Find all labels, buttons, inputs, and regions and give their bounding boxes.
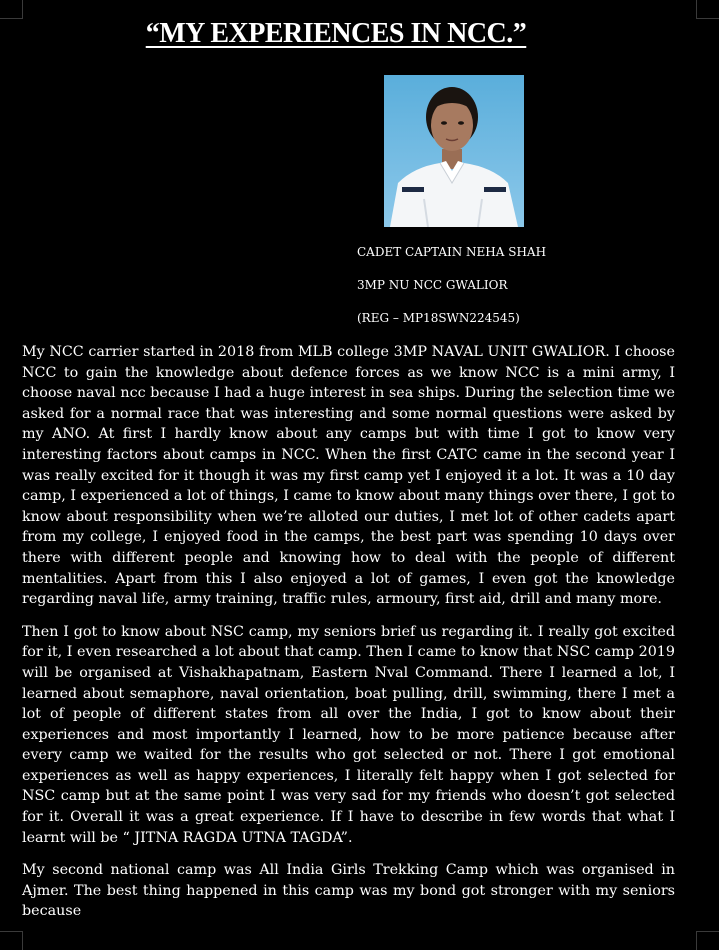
essay-body [22, 342, 675, 934]
crop-mark-top-right [696, 0, 719, 19]
crop-mark-bottom-left [0, 931, 23, 950]
paragraph-3: My second national camp was All India Girls Trekking Camp which was organised in Ajmer. The best thing happened in this camp was my bond got stronger with my seniors because [22, 862, 675, 920]
portrait-photo-icon [384, 75, 524, 227]
cadet-info-block [357, 244, 546, 343]
crop-mark-bottom-right [696, 931, 719, 950]
crop-mark-top-left [0, 0, 23, 19]
cadet-name: CADET CAPTAIN NEHA SHAH [357, 245, 547, 259]
paragraph-1: My NCC carrier started in 2018 from MLB college 3MP NAVAL UNIT GWALIOR. I choose NCC to gain the knowledge about defence forces as we know NCC is a mini army, I choose naval ncc because I had a huge interest in sea ships. During the selection time we asked for a normal race that was interesting and some normal questions were asked by my ANO. At first I hardly know about any camps but with time I got to know very interesting factors about camps in NCC. When the first CATC came in the second year I was really excited for it though it was my first camp yet I enjoyed it a lot. It was a 10 day camp, I experienced a lot of things, I came to know about many things over there, I got to know about responsibility when we’re alloted our duties, I met lot of other cadets apart from my college, I enjoyed food in the camps, the best part was spending 10 days over there with different people and knowing how to deal with the people of different mentalities. Apart from this I also enjoyed a lot of games, I even got the knowledge regarding naval life, army training, traffic rules, armoury, first aid, drill and many more. [22, 344, 676, 608]
page-title: “MY EXPERIENCES IN NCC.” [145, 18, 527, 49]
portrait-photo [384, 75, 524, 227]
cadet-unit: 3MP NU NCC GWALIOR [357, 278, 508, 292]
paragraph-2: Then I got to know about NSC camp, my seniors brief us regarding it. I really got excited for it, I even researched a lot about that camp. Then I came to know that NSC camp 2019 will be organised at Vishakhapatnam, Eastern Nval Command. There I learned a lot, I learned about semaphore, naval orientation, boat pulling, drill, swimming, there I met a lot of people of different states from all over the India, I got to know about their experiences and most importantly I learned, how to be more patience because after every camp we waited for the results who got selected or not. There I got emotional experiences as well as happy experiences, I literally felt happy when I got selected for NSC camp but at the same point I was very sad for my friends who doesn’t got selected for it. Overall it was a great experience. If I have to describe in few words that what I learnt will be “ JITNA RAGDA UTNA TAGDA”. [22, 623, 675, 846]
cadet-registration: (REG – MP18SWN224545) [357, 311, 520, 325]
